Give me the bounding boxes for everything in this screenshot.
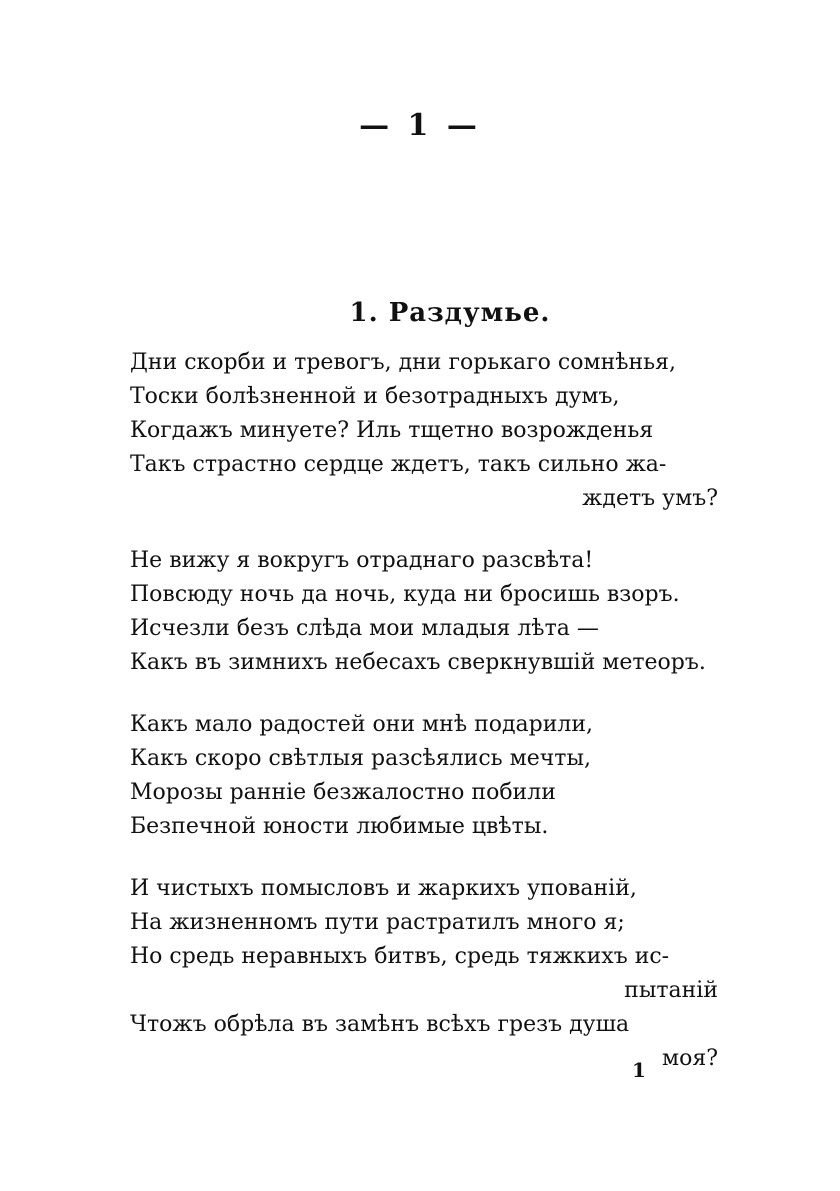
poem-body <box>130 346 770 1104</box>
verse-line: Какъ скоро свѣтлыя разсѣялись мечты, <box>130 746 591 771</box>
verse-line: Дни скорби и тревогъ, дни горькаго сомнѣнья, <box>130 350 677 375</box>
stanza-4 <box>130 872 770 1076</box>
verse-line: На жизненномъ пути растратилъ много я; <box>130 910 625 935</box>
verse-line: Тоски болѣзненной и безотрадныхъ думъ, <box>130 384 620 409</box>
verse-line: Такъ страстно сердце ждетъ, такъ сильно жа- <box>130 452 667 477</box>
verse-line: И чистыхъ помысловъ и жаркихъ упованій, <box>130 876 637 901</box>
stanza-1 <box>130 346 770 516</box>
verse-line-continuation: ждетъ умъ? <box>582 486 718 511</box>
poem-title: 1. Раздумье. <box>349 298 551 328</box>
verse-line: Не вижу я вокругъ отраднаго разсвѣта! <box>130 548 594 573</box>
verse-line: Но средь неравныхъ битвъ, средь тяжкихъ ис- <box>130 944 670 969</box>
verse-line: Когдажъ минуете? Иль тщетно возрожденья <box>130 418 654 443</box>
stanza-3 <box>130 708 770 844</box>
verse-line-continuation: моя? <box>661 1046 718 1071</box>
verse-line: Безпечной юности любимые цвѣты. <box>130 814 549 839</box>
printer-signature-mark: 1 <box>632 1058 646 1082</box>
page-number: — 1 — <box>359 108 481 143</box>
verse-line-continuation: пытаній <box>624 978 718 1003</box>
verse-line: Какъ мало радостей они мнѣ подарили, <box>130 712 594 737</box>
verse-line: Чтожъ обрѣла въ замѣнъ всѣхъ грезъ душа <box>130 1012 630 1037</box>
verse-line: Повсюду ночь да ночь, куда ни бросишь взоръ. <box>130 582 680 607</box>
stanza-2 <box>130 544 770 680</box>
verse-line: Морозы ранніе безжалостно побили <box>130 780 556 805</box>
verse-line: Какъ въ зимнихъ небесахъ сверкнувшій метеоръ. <box>130 650 706 675</box>
verse-line: Исчезли безъ слѣда мои младыя лѣта — <box>130 616 599 641</box>
